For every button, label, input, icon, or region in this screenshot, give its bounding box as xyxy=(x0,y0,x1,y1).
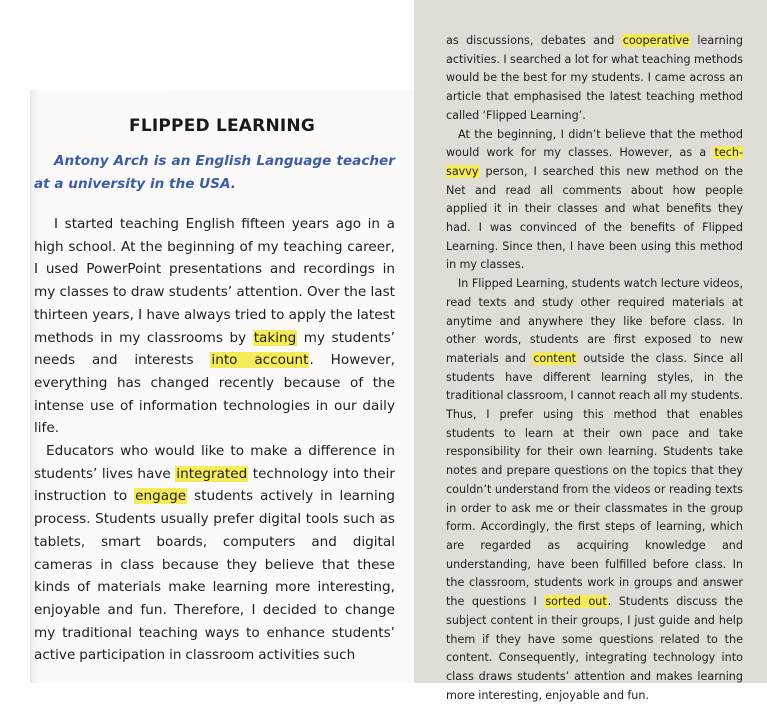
paragraph-2-text-c: students actively in learning process. Students usually prefer digital tools such as tablets, smart boards, computers and digital cameras in class because they believe that these kinds of materials make learning more interesting, enjoyable and fun. Therefore, I decided to change my traditional teaching ways to enhance students’ active participation in classroom activities such xyxy=(34,488,395,664)
highlight-cooperative: cooperative xyxy=(622,34,689,47)
paragraph-1 xyxy=(34,213,395,440)
paragraph-4-text-a: At the beginning, I didn’t believe that the method would work for my classes. However, as a xyxy=(446,127,743,160)
highlight-into-account: into account xyxy=(211,352,309,369)
highlight-taking: taking xyxy=(253,329,297,346)
highlight-engage: engage xyxy=(135,488,187,505)
right-body-text xyxy=(446,32,743,705)
left-body-text xyxy=(34,213,395,667)
paragraph-2-text-a: Educators who would like to make a difference in students’ lives have xyxy=(34,443,395,482)
paragraph-5-text-a: In Flipped Learning, students watch lecture videos, read texts and study other required materials at anytime and anywhere they like before class. In other words, students are first exposed to new materials and xyxy=(446,277,743,365)
highlight-content: content xyxy=(533,351,577,365)
paragraph-2-text-b: technology into their instruction to xyxy=(34,465,395,505)
paragraph-4-text-b: person, I searched this new method on the Net and read all comments about how people applied it in their classes and what benefits they had. I was convinced of the benefits of Flipped Learning. Since then, I have been using this method in my classes. xyxy=(446,164,743,272)
subtitle-text: Antony Arch is an English Language teacher at a university in the USA. xyxy=(34,153,395,192)
article-title: FLIPPED LEARNING xyxy=(129,116,315,136)
article-subtitle xyxy=(34,150,395,195)
paragraph-3-text-b: learning activities. I searched a lot for what teaching methods would be the best for my students. I came across an article that emphasised the latest teaching method called ‘Flipped Learning’. xyxy=(446,34,743,122)
highlight-tech-savvy: tech-savvy xyxy=(446,146,743,178)
highlight-integrated: integrated xyxy=(176,465,248,482)
paragraph-1-text-b: my students’ needs and interests xyxy=(34,329,396,369)
paragraph-1-text-c: . However, everything has changed recently because of the intense use of information technologies in our daily life. xyxy=(34,352,395,437)
paragraph-4 xyxy=(446,126,743,276)
paragraph-2 xyxy=(34,440,395,667)
paragraph-3-text-a: as discussions, debates and xyxy=(446,34,622,47)
paragraph-1-text-a: I started teaching English fifteen years ago in a high school. At the beginning of my teaching career, I used PowerPoint presentations and recordings in my classes to draw students’ attention. Over the last thirteen years, I have always tried to apply the latest methods in my classrooms by xyxy=(34,216,395,346)
highlight-sorted-out: sorted out xyxy=(545,595,607,609)
paragraph-5-text-b: outside the class. Since all students have different learning styles, in the traditional classroom, I cannot reach all my students. Thus, I prefer using this method that enables students to learn at their own pace and take responsibility for their own learning. Students take notes and prepare questions on the topics that they couldn’t understand from the videos or reading texts in order to ask me or their classmates in the group form. Accordingly, the first steps of learning, which are regarded as acquiring knowledge and understanding, have been fulfilled before class. In the classroom, students work in groups and answer the questions I xyxy=(446,351,743,609)
paragraph-5 xyxy=(446,275,743,705)
paragraph-5-text-c: . Students discuss the subject content in their groups, I just guide and help them if they have some questions related to the content. Consequently, integrating technology into class draws students’ attention and makes learning more interesting, enjoyable and fun. xyxy=(446,595,743,702)
paragraph-3 xyxy=(446,32,743,126)
